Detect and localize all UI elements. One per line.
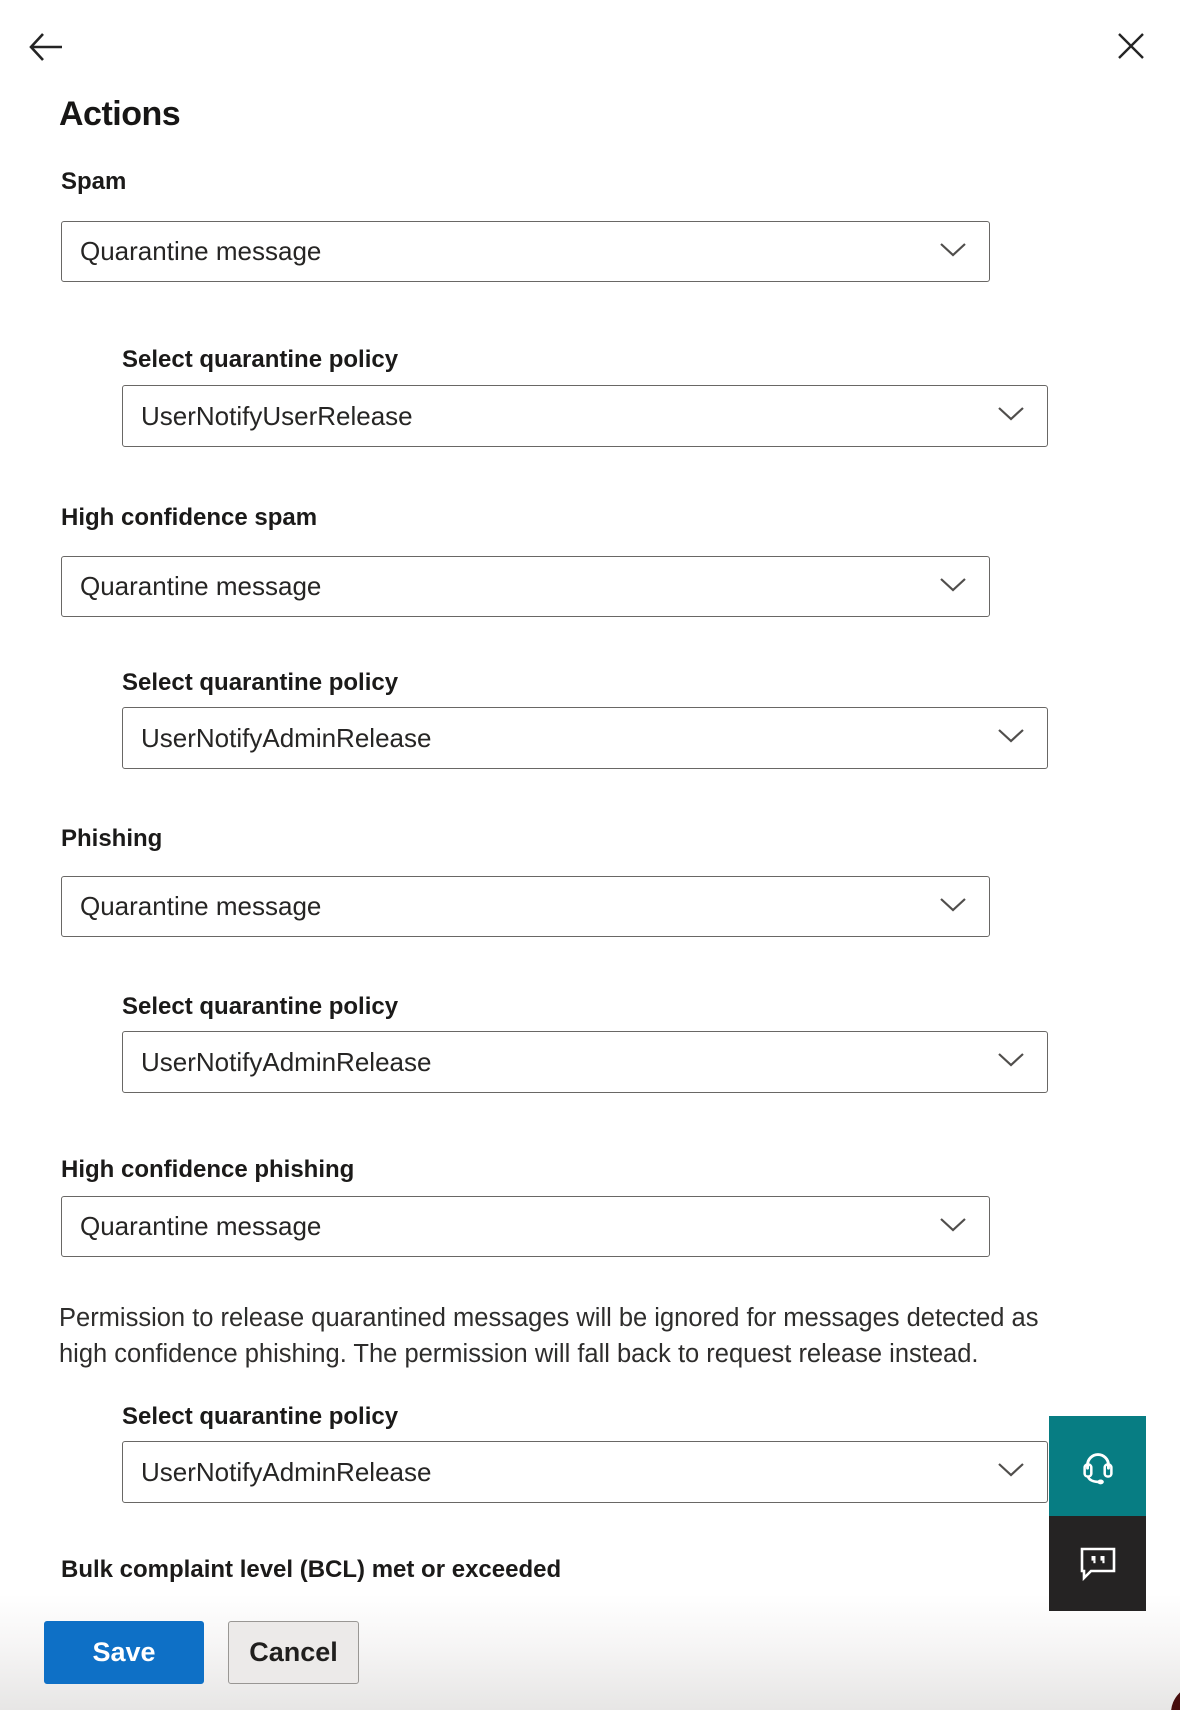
close-button[interactable] (1112, 30, 1150, 64)
high-confidence-spam-action-dropdown[interactable] (61, 556, 990, 617)
save-button[interactable]: Save (44, 1621, 204, 1684)
chevron-down-icon (997, 406, 1025, 426)
chevron-down-icon (939, 242, 967, 262)
cancel-button[interactable]: Cancel (228, 1621, 359, 1684)
back-button[interactable] (24, 28, 68, 68)
high-confidence-spam-policy-dropdown[interactable] (122, 707, 1048, 769)
phishing-label: Phishing (61, 825, 163, 852)
high-confidence-phishing-note: Permission to release quarantined messages will be ignored for messages detected as high confidence phishing. The permission will fall back to request release instead. (59, 1304, 1039, 1368)
chevron-down-icon (997, 1462, 1025, 1482)
phishing-policy-value: UserNotifyAdminRelease (141, 1046, 432, 1077)
high-confidence-phishing-policy-value: UserNotifyAdminRelease (141, 1456, 432, 1487)
high-confidence-phishing-label: High confidence phishing (61, 1156, 355, 1183)
phishing-policy-label: Select quarantine policy (122, 993, 399, 1020)
high-confidence-phishing-action-dropdown[interactable] (61, 1196, 990, 1257)
phishing-action-value: Quarantine message (80, 891, 322, 921)
phishing-action-dropdown[interactable] (61, 876, 990, 937)
chevron-down-icon (997, 1052, 1025, 1072)
spam-action-dropdown[interactable] (61, 221, 990, 282)
phishing-policy-dropdown[interactable] (122, 1031, 1048, 1093)
high-confidence-phishing-action-value: Quarantine message (80, 1211, 322, 1241)
high-confidence-spam-action-value: Quarantine message (80, 571, 322, 601)
high-confidence-spam-label: High confidence spam (61, 504, 318, 531)
chat-bubble-icon (1077, 1541, 1119, 1586)
spam-action-value: Quarantine message (80, 236, 322, 266)
high-confidence-spam-policy-label: Select quarantine policy (122, 669, 399, 696)
bulk-complaint-level-label: Bulk complaint level (BCL) met or exceeded (61, 1556, 562, 1583)
feedback-button[interactable] (1049, 1516, 1146, 1611)
chevron-down-icon (939, 1217, 967, 1237)
headset-icon (1075, 1442, 1121, 1491)
chevron-down-icon (939, 577, 967, 597)
spam-policy-label: Select quarantine policy (122, 346, 399, 373)
high-confidence-phishing-policy-label: Select quarantine policy (122, 1403, 399, 1430)
chevron-down-icon (997, 728, 1025, 748)
help-button[interactable] (1049, 1416, 1146, 1516)
high-confidence-spam-policy-value: UserNotifyAdminRelease (141, 722, 432, 753)
spam-policy-value: UserNotifyUserRelease (141, 400, 413, 431)
close-icon (1117, 32, 1145, 63)
spam-label: Spam (61, 168, 127, 195)
spam-policy-dropdown[interactable] (122, 385, 1048, 447)
page-title: Actions (59, 95, 181, 133)
high-confidence-phishing-policy-dropdown[interactable] (122, 1441, 1048, 1503)
arrow-left-icon (28, 31, 64, 66)
chevron-down-icon (939, 897, 967, 917)
